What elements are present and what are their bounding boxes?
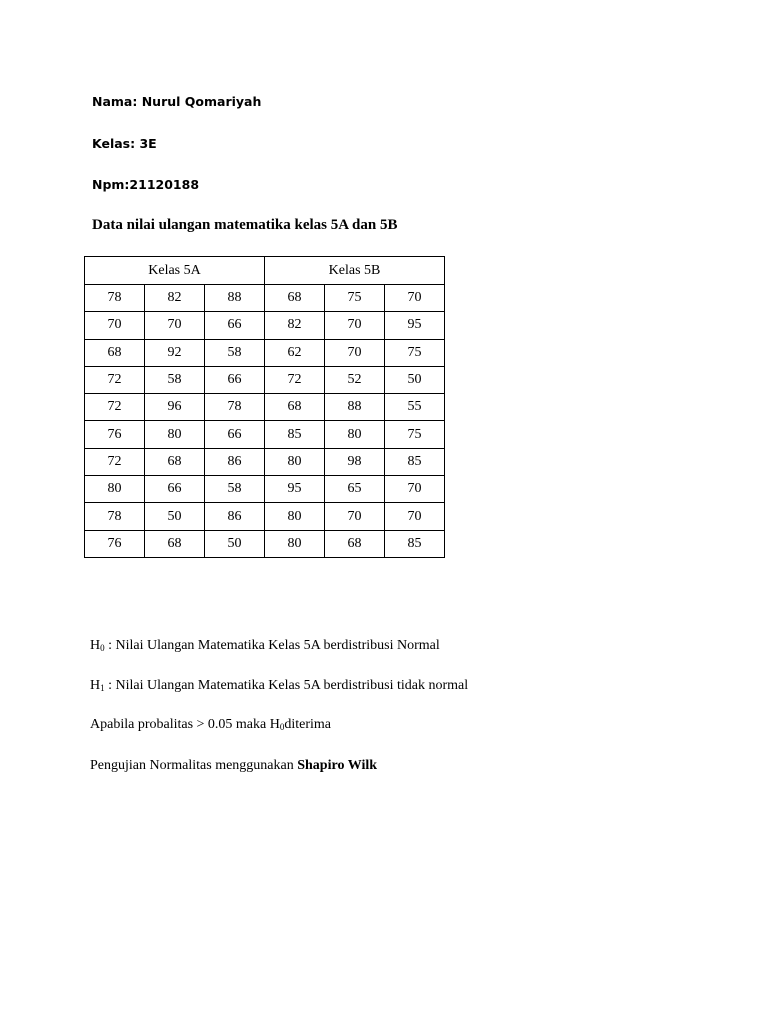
table-cell: 58 <box>205 476 265 503</box>
table-cell: 72 <box>85 394 145 421</box>
student-npm: Npm:21120188 <box>92 177 200 192</box>
method-name: Shapiro Wilk <box>297 758 378 773</box>
table-cell: 72 <box>85 448 145 475</box>
table-cell: 78 <box>205 394 265 421</box>
table-cell: 76 <box>85 421 145 448</box>
table-row <box>85 366 445 393</box>
table-row <box>85 421 445 448</box>
table-cell: 68 <box>265 394 325 421</box>
table-cell: 72 <box>85 366 145 393</box>
table-cell: 58 <box>145 366 205 393</box>
table-cell: 68 <box>265 285 325 312</box>
table-cell: 88 <box>325 394 385 421</box>
table-row <box>85 312 445 339</box>
table-cell: 70 <box>145 312 205 339</box>
student-class: Kelas: 3E <box>92 136 157 151</box>
h1-letter: H <box>90 678 101 693</box>
table-cell: 96 <box>145 394 205 421</box>
hypothesis-h0 <box>90 638 440 654</box>
table-cell: 78 <box>85 503 145 530</box>
table-cell: 58 <box>205 339 265 366</box>
table-cell: 92 <box>145 339 205 366</box>
table-cell: 82 <box>265 312 325 339</box>
table-cell: 66 <box>205 312 265 339</box>
table-cell: 68 <box>145 448 205 475</box>
table-cell: 80 <box>265 503 325 530</box>
h1-subscript: 1 <box>100 683 105 693</box>
table-cell: 75 <box>385 339 445 366</box>
table-cell: 65 <box>325 476 385 503</box>
method-text: Pengujian Normalitas menggunakan <box>90 758 298 773</box>
table-cell: 70 <box>325 312 385 339</box>
table-cell: 70 <box>385 503 445 530</box>
table-cell: 70 <box>385 285 445 312</box>
table-cell: 55 <box>385 394 445 421</box>
table-cell: 76 <box>85 530 145 557</box>
table-cell: 50 <box>385 366 445 393</box>
table-cell: 75 <box>385 421 445 448</box>
table-cell: 50 <box>205 530 265 557</box>
student-name: Nama: Nurul Qomariyah <box>92 94 262 109</box>
table-cell: 70 <box>85 312 145 339</box>
test-method <box>90 758 377 774</box>
table-cell: 70 <box>385 476 445 503</box>
table-cell: 80 <box>145 421 205 448</box>
rule-after: diterima <box>284 717 332 732</box>
table-cell: 68 <box>85 339 145 366</box>
table-cell: 68 <box>145 530 205 557</box>
table-cell: 95 <box>265 476 325 503</box>
table-cell: 62 <box>265 339 325 366</box>
table-cell: 85 <box>385 448 445 475</box>
hypothesis-h1 <box>90 678 468 694</box>
table-row <box>85 285 445 312</box>
table-cell: 52 <box>325 366 385 393</box>
table-cell: 78 <box>85 285 145 312</box>
table-header-row <box>85 257 445 285</box>
table-cell: 70 <box>325 503 385 530</box>
table-cell: 86 <box>205 503 265 530</box>
decision-rule <box>90 717 331 733</box>
header-kelas-5b: Kelas 5B <box>265 257 445 285</box>
h1-text: : Nilai Ulangan Matematika Kelas 5A berdistribusi tidak normal <box>104 678 469 693</box>
table-cell: 80 <box>265 530 325 557</box>
header-kelas-5a: Kelas 5A <box>85 257 265 285</box>
table-row <box>85 339 445 366</box>
h0-subscript: 0 <box>100 643 105 653</box>
rule-subscript: 0 <box>279 722 285 732</box>
table-cell: 80 <box>265 448 325 475</box>
table-cell: 72 <box>265 366 325 393</box>
table-cell: 88 <box>205 285 265 312</box>
table-cell: 85 <box>385 530 445 557</box>
table-cell: 80 <box>325 421 385 448</box>
table-cell: 50 <box>145 503 205 530</box>
table-cell: 86 <box>205 448 265 475</box>
table-row <box>85 476 445 503</box>
h0-letter: H <box>90 638 101 653</box>
table-cell: 80 <box>85 476 145 503</box>
score-table <box>84 256 445 558</box>
table-row <box>85 530 445 557</box>
rule-before: Apabila probalitas > 0.05 maka H <box>90 717 280 732</box>
table-cell: 75 <box>325 285 385 312</box>
table-cell: 98 <box>325 448 385 475</box>
data-title: Data nilai ulangan matematika kelas 5A dan 5B <box>92 217 398 233</box>
h0-text: : Nilai Ulangan Matematika Kelas 5A berdistribusi Normal <box>104 638 440 653</box>
table-cell: 68 <box>325 530 385 557</box>
table-row <box>85 394 445 421</box>
table-cell: 66 <box>205 366 265 393</box>
table-cell: 70 <box>325 339 385 366</box>
table-cell: 82 <box>145 285 205 312</box>
table-cell: 66 <box>145 476 205 503</box>
table-row <box>85 503 445 530</box>
table-row <box>85 448 445 475</box>
table-cell: 95 <box>385 312 445 339</box>
table-cell: 66 <box>205 421 265 448</box>
table-cell: 85 <box>265 421 325 448</box>
